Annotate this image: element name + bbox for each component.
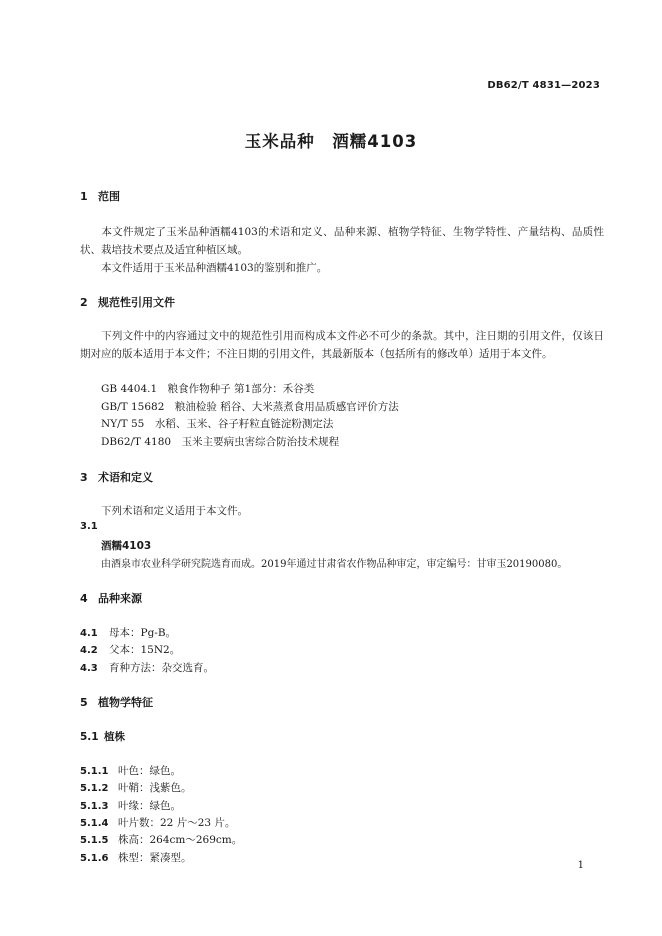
- list-item: [80, 780, 192, 795]
- section-title: 术语和定义: [98, 471, 153, 484]
- section-heading-botanical: [80, 694, 153, 710]
- section-title: 品种来源: [98, 592, 142, 605]
- section-title: 植物学特征: [98, 696, 153, 709]
- item-text: 株型：紧凑型。: [118, 852, 192, 864]
- reference-item: NY/T 55 水稻、玉米、谷子籽粒直链淀粉测定法: [101, 418, 334, 430]
- clause-number-text: 3.1: [80, 521, 98, 532]
- section-heading-origin: [80, 590, 142, 606]
- item-number: 4.1: [80, 628, 98, 639]
- item-number: 4.2: [80, 645, 98, 656]
- list-item: [80, 815, 235, 830]
- item-text: 叶鞘：浅紫色。: [118, 782, 192, 794]
- document-title: 玉米品种 酒糯4103: [244, 132, 418, 151]
- section-heading-scope: [80, 188, 120, 204]
- subsection-heading: [80, 729, 125, 744]
- section-title: 规范性引用文件: [98, 296, 175, 309]
- item-text: 父本：15N2。: [109, 644, 181, 656]
- list-item: [80, 798, 181, 813]
- item-number: 5.1.4: [80, 818, 109, 829]
- item-text: 叶缘：绿色。: [118, 800, 181, 812]
- paragraph: [80, 502, 604, 520]
- item-number: 5.1.6: [80, 853, 109, 864]
- subsection-number: 5.1: [80, 731, 99, 743]
- section-title: 范围: [98, 190, 120, 203]
- list-item: [80, 660, 214, 675]
- section-heading-normative: [80, 294, 175, 310]
- paragraph-text: 下列术语和定义适用于本文件。: [101, 505, 248, 517]
- item-text: 株高：264cm～269cm。: [118, 834, 243, 846]
- item-number: 5.1.2: [80, 783, 109, 794]
- section-number: 4: [80, 592, 88, 605]
- list-item: [80, 642, 180, 657]
- list-item: [80, 763, 181, 778]
- item-number: 4.3: [80, 663, 98, 674]
- list-item: [80, 850, 192, 865]
- term-name: 酒糯4103: [101, 540, 152, 552]
- section-number: 1: [80, 190, 88, 203]
- paragraph-text: 下列文件中的内容通过文中的规范性引用而构成本文件必不可少的条款。其中，注日期的引用文件，仅该日期对应的版本适用于本文件；不注日期的引用文件，其最新版本（包括所有的修改单）适用于本文件。: [80, 330, 604, 360]
- paragraph-text: 本文件规定了玉米品种酒糯4103的术语和定义、品种来源、植物学特征、生物学特性、产量结构、品质性状、栽培技术要点及适宜种植区域。: [80, 226, 604, 256]
- item-number: 5.1.3: [80, 801, 109, 812]
- list-item: [80, 625, 176, 640]
- section-number: 2: [80, 296, 88, 309]
- clause-number: [80, 520, 127, 532]
- section-number: 3: [80, 471, 88, 484]
- item-text: 叶色：绿色。: [118, 765, 181, 777]
- item-text: 母本：Pg-B。: [109, 627, 177, 639]
- term-definition: 由酒泉市农业科学研究院选育而成。2019年通过甘肃省农作物品种审定，审定编号：甘审玉20190080。: [101, 559, 568, 570]
- section-number: 5: [80, 696, 88, 709]
- item-number: 5.1.1: [80, 766, 109, 777]
- subsection-title: 植株: [104, 731, 125, 743]
- paragraph-text: 本文件适用于玉米品种酒糯4103的鉴别和推广。: [101, 262, 328, 274]
- paragraph: [80, 259, 604, 277]
- item-number: 5.1.5: [80, 835, 109, 846]
- item-text: 育种方法：杂交选育。: [109, 662, 214, 674]
- section-heading-terms: [80, 469, 153, 485]
- paragraph: [80, 327, 604, 363]
- reference-item: DB62/T 4180 玉米主要病虫害综合防治技术规程: [101, 436, 340, 448]
- standard-number: DB62/T 4831—2023: [487, 80, 600, 91]
- item-text: 叶片数：22 片～23 片。: [118, 817, 236, 829]
- paragraph: [80, 223, 604, 259]
- reference-item: GB 4404.1 粮食作物种子 第1部分：禾谷类: [101, 383, 315, 395]
- page-number: 1: [577, 860, 584, 871]
- list-item: [80, 832, 242, 847]
- reference-item: GB/T 15682 粮油检验 稻谷、大米蒸煮食用品质感官评价方法: [101, 401, 399, 413]
